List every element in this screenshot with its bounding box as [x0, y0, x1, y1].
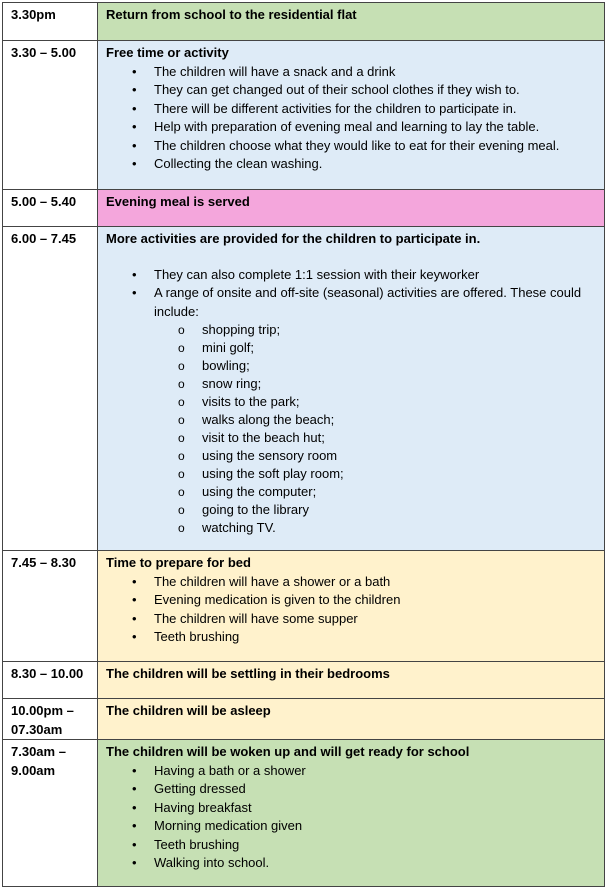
list-item: • Help with preparation of evening meal and learning to lay the table. [154, 118, 598, 137]
list-item: • Teeth brushing [154, 836, 598, 855]
row-heading: The children will be asleep [106, 703, 271, 718]
row-heading: Free time or activity [106, 45, 229, 60]
row-heading: Return from school to the residential flat [106, 7, 357, 22]
sub-list-item: o using the computer; [202, 483, 598, 501]
table-row [3, 740, 605, 887]
list-item: • The children will have a snack and a drink [154, 63, 598, 82]
time-cell: 8.30 – 10.00 [3, 662, 98, 699]
sub-list-item: o visit to the beach hut; [202, 429, 598, 447]
table-row [3, 551, 605, 662]
list-item: • The children will have some supper [154, 610, 598, 629]
list-item: • They can get changed out of their school clothes if they wish to. [154, 81, 598, 100]
list-item: • Teeth brushing [154, 628, 598, 647]
activity-cell [98, 3, 605, 41]
row-heading: The children will be woken up and will get ready for school [106, 744, 470, 759]
table-row [3, 3, 605, 41]
table-row [3, 699, 605, 740]
row-heading: Evening meal is served [106, 194, 250, 209]
row-heading: More activities are provided for the children to participate in. [106, 231, 481, 246]
list-item: • The children will have a shower or a bath [154, 573, 598, 592]
activity-cell [98, 41, 605, 190]
row-heading: The children will be settling in their bedrooms [106, 666, 390, 681]
activity-cell [98, 699, 605, 740]
time-cell: 10.00pm – 07.30am [3, 699, 98, 740]
list-item: • There will be different activities for the children to participate in. [154, 100, 598, 119]
sub-list-item: o shopping trip; [202, 321, 598, 339]
spacer [106, 249, 598, 266]
activity-cell [98, 662, 605, 699]
table-row [3, 190, 605, 227]
activity-cell [98, 190, 605, 227]
list-item: • Getting dressed [154, 780, 598, 799]
time-cell: 7.30am – 9.00am [3, 740, 98, 887]
sub-list-item: o mini golf; [202, 339, 598, 357]
schedule-table [2, 2, 605, 887]
list-item: • A range of onsite and off-site (seasonal) activities are offered. These could include: [154, 284, 598, 321]
activity-cell [98, 227, 605, 551]
time-cell: 7.45 – 8.30 [3, 551, 98, 662]
bullet-list [106, 762, 598, 873]
sub-list-item: o watching TV. [202, 519, 598, 537]
time-cell: 6.00 – 7.45 [3, 227, 98, 551]
bullet-list [106, 573, 598, 647]
sub-list-item: o walks along the beach; [202, 411, 598, 429]
sub-list-item: o bowling; [202, 357, 598, 375]
activity-cell [98, 740, 605, 887]
list-item: • Having breakfast [154, 799, 598, 818]
list-item: • The children choose what they would like to eat for their evening meal. [154, 137, 598, 156]
list-item: • They can also complete 1:1 session with their keyworker [154, 266, 598, 285]
list-item: • Morning medication given [154, 817, 598, 836]
sub-list-item: o using the soft play room; [202, 465, 598, 483]
sub-list-item: o visits to the park; [202, 393, 598, 411]
bullet-list [106, 266, 598, 322]
bullet-list [106, 63, 598, 174]
row-heading: Time to prepare for bed [106, 555, 251, 570]
list-item: • Having a bath or a shower [154, 762, 598, 781]
list-item: • Collecting the clean washing. [154, 155, 598, 174]
table-row [3, 41, 605, 190]
sub-list-item: o snow ring; [202, 375, 598, 393]
table-row [3, 662, 605, 699]
sub-list-item: o going to the library [202, 501, 598, 519]
time-cell: 3.30pm [3, 3, 98, 41]
time-cell: 3.30 – 5.00 [3, 41, 98, 190]
time-cell: 5.00 – 5.40 [3, 190, 98, 227]
list-item: • Evening medication is given to the children [154, 591, 598, 610]
list-item: • Walking into school. [154, 854, 598, 873]
table-row [3, 227, 605, 551]
sub-list-item: o using the sensory room [202, 447, 598, 465]
activity-cell [98, 551, 605, 662]
sub-list [106, 321, 598, 537]
